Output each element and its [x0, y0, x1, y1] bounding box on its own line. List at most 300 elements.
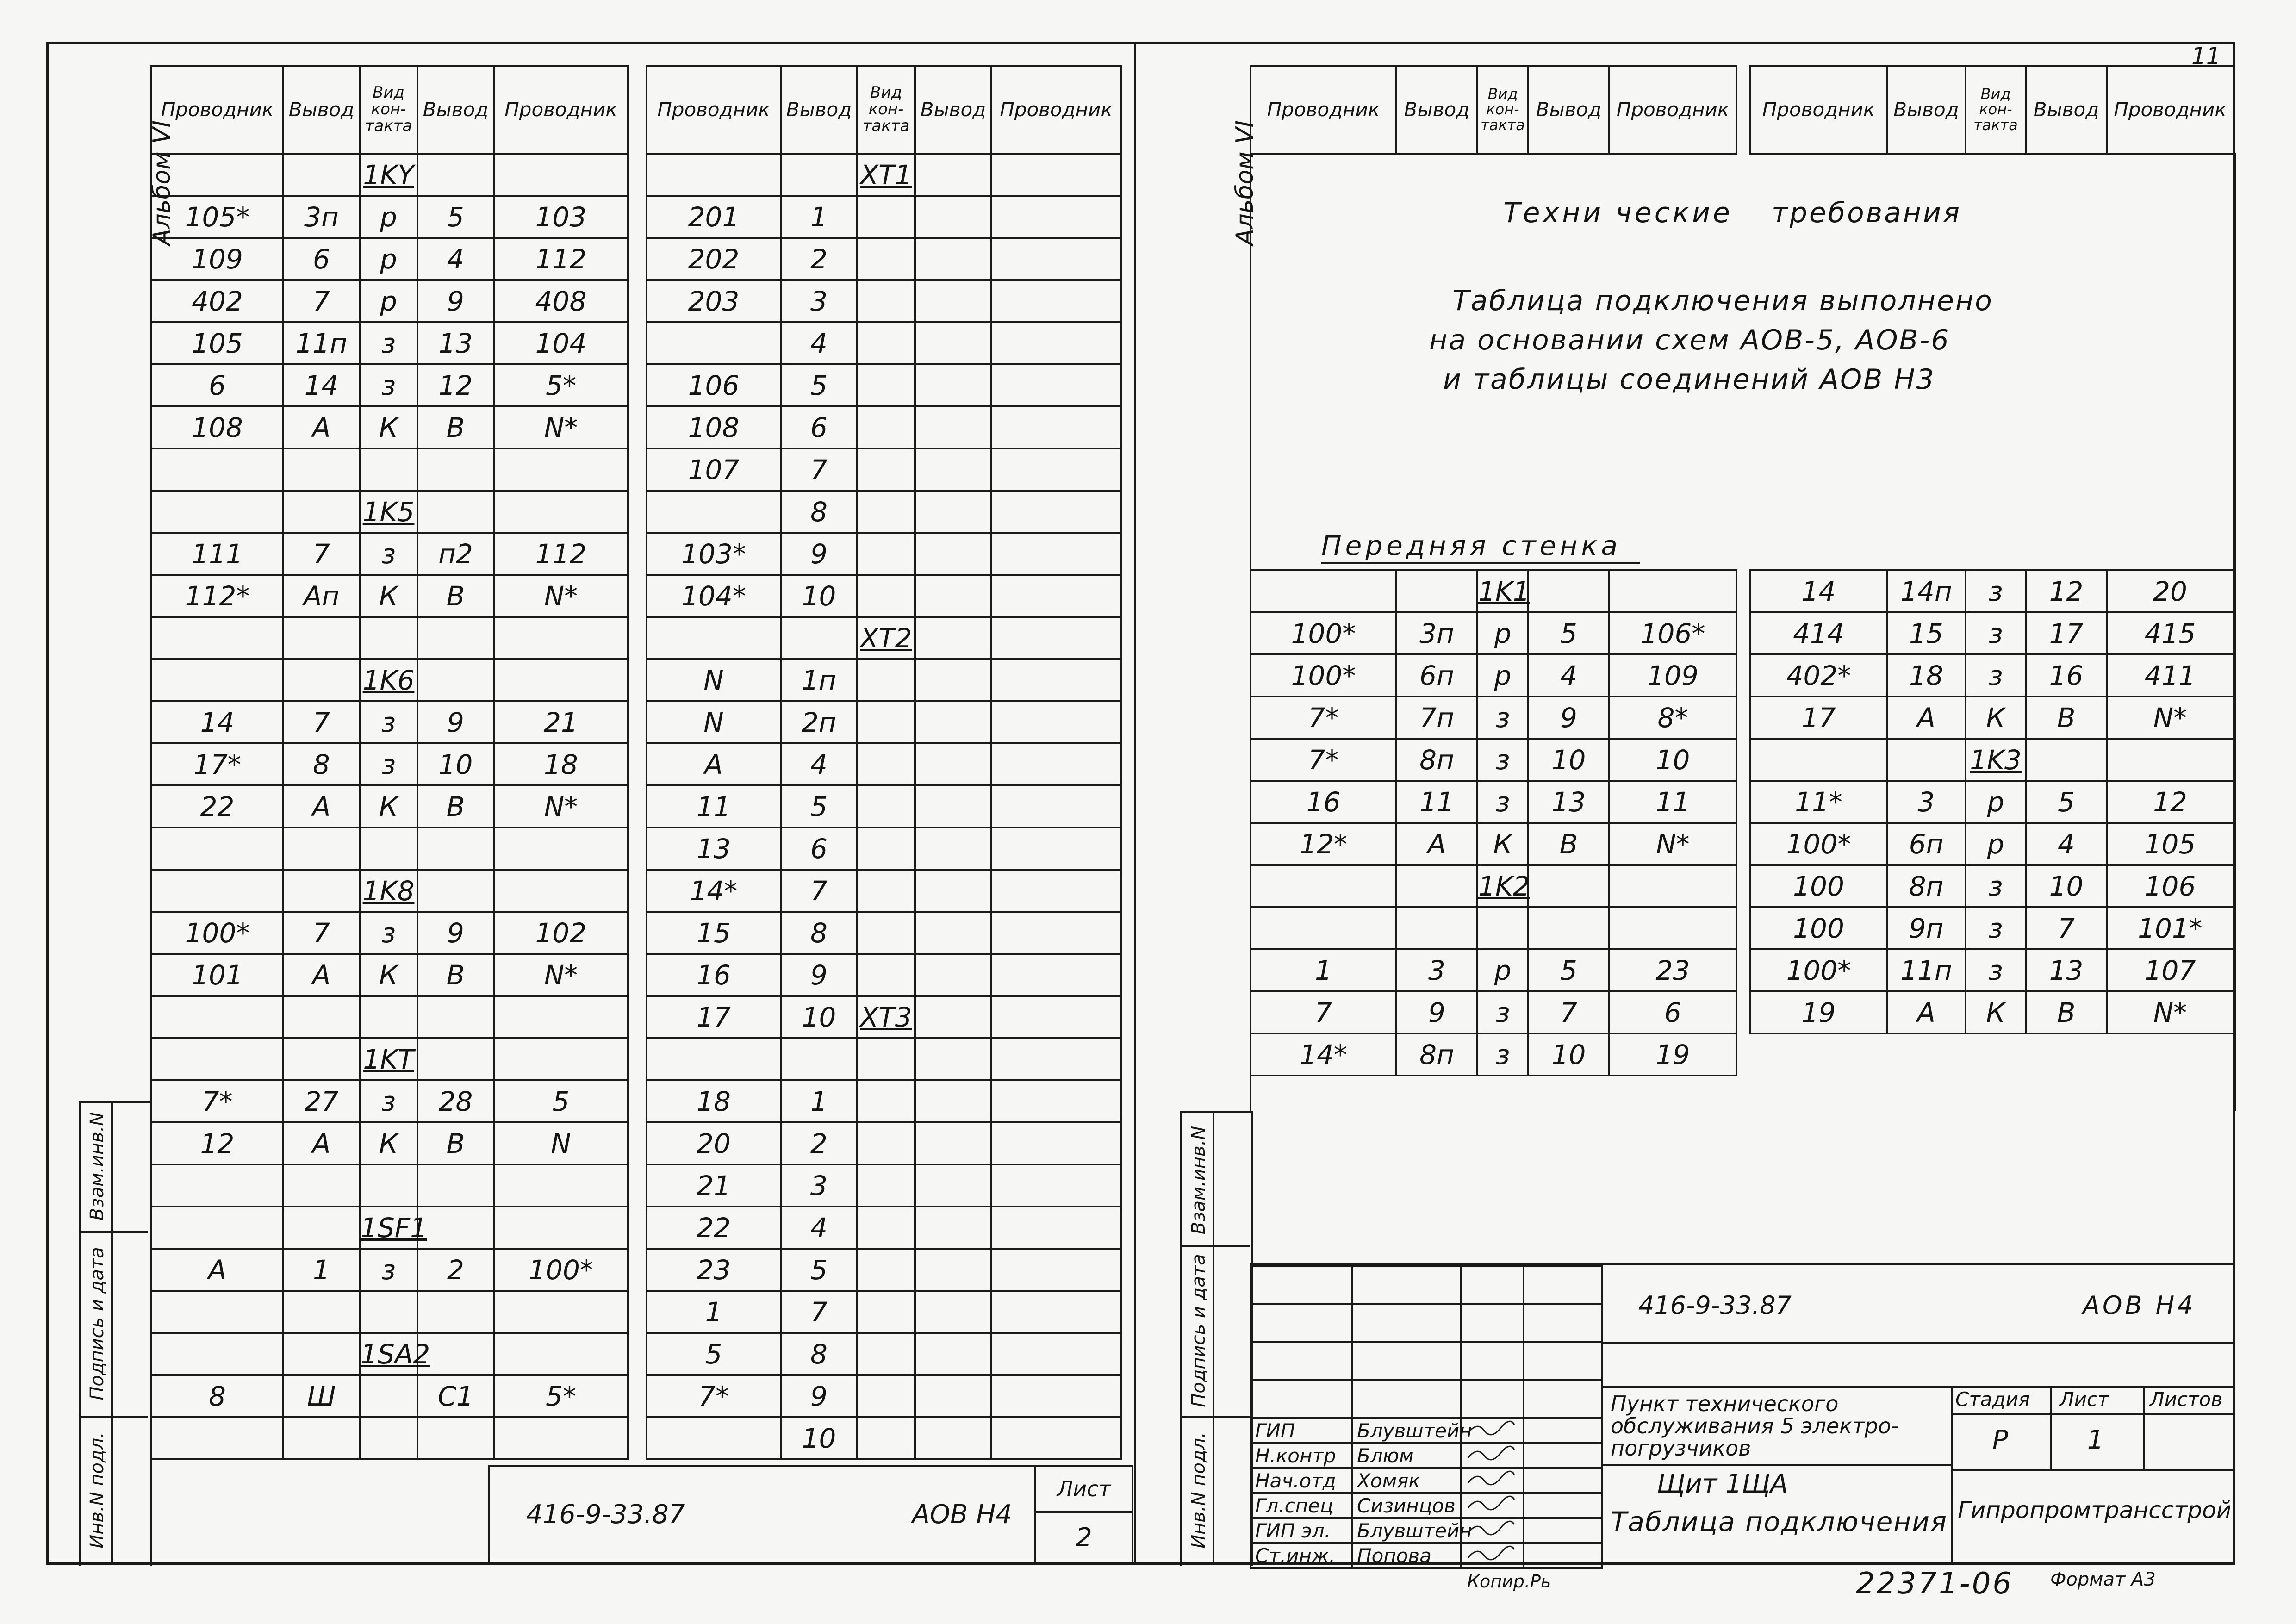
stamp-person-name: Блюм	[1352, 1443, 1461, 1468]
note-line-3: и таблицы соединений АОВ Н3	[1439, 366, 1939, 393]
table-cell: 415	[2107, 612, 2234, 654]
table-cell	[991, 1038, 1121, 1080]
table-cell	[991, 1291, 1121, 1333]
table-cell: 4	[2026, 823, 2107, 865]
table-cell: К	[360, 785, 417, 828]
table-cell: 7	[781, 1291, 857, 1333]
table-cell	[283, 1333, 360, 1375]
table-cell: N*	[1609, 823, 1736, 865]
table-cell: 18	[647, 1080, 781, 1122]
table-cell: 14	[283, 364, 360, 406]
table-cell: 106	[2107, 865, 2234, 907]
table-row	[647, 322, 1121, 364]
header-conductor: Проводник	[647, 66, 781, 154]
table-cell	[360, 1417, 417, 1459]
table-cell: 8п	[1887, 865, 1966, 907]
table-cell: 5	[781, 364, 857, 406]
stamp-row	[1251, 1304, 1602, 1342]
table-cell	[494, 617, 628, 659]
table-cell	[991, 912, 1121, 954]
table-cell: 1	[1251, 949, 1396, 991]
table-cell: 8*	[1609, 697, 1736, 739]
table-cell: 6п	[1887, 823, 1966, 865]
table-cell: 11	[1396, 781, 1477, 823]
table-cell: з	[360, 364, 417, 406]
table-row	[151, 617, 628, 659]
connection-table-sheet1-right	[1749, 569, 2234, 1034]
header-output: Вывод	[283, 66, 360, 154]
table-cell	[283, 828, 360, 870]
table-cell: 15	[1887, 612, 1966, 654]
table-cell: 16	[2026, 654, 2107, 697]
table-row	[1251, 612, 1736, 654]
table-cell: 14	[1750, 570, 1887, 612]
table-row	[647, 196, 1121, 238]
stamp-signature	[1461, 1493, 1524, 1518]
table-cell	[915, 870, 991, 912]
table-cell: 13	[1528, 781, 1609, 823]
stamp1-line-b	[1601, 1265, 1603, 1564]
table-row	[151, 1080, 628, 1122]
table-row	[647, 617, 1121, 659]
table-row	[647, 743, 1121, 785]
table-cell: 101	[151, 954, 283, 996]
table-cell	[915, 196, 991, 238]
stamp-role: ГИП	[1251, 1418, 1352, 1443]
table-row	[647, 1038, 1121, 1080]
table-cell	[991, 1080, 1121, 1122]
table-cell	[417, 828, 494, 870]
table-cell: В	[1528, 823, 1609, 865]
table-cell: А	[1887, 991, 1966, 1033]
table-cell	[915, 743, 991, 785]
table-cell	[991, 1164, 1121, 1207]
table-cell	[857, 1164, 915, 1207]
table-cell: р	[360, 196, 417, 238]
tech-req-title-2: требования	[1768, 199, 1965, 227]
table-cell: Ап	[283, 575, 360, 617]
table-row	[647, 280, 1121, 322]
table-cell	[494, 1164, 628, 1207]
table-cell: 14*	[647, 870, 781, 912]
table-cell: 7	[781, 448, 857, 491]
table-cell: N*	[494, 785, 628, 828]
table-cell	[1396, 907, 1477, 949]
table-cell	[991, 617, 1121, 659]
stamp1-organization: Гипропромтрансстрой	[1958, 1497, 2232, 1524]
table-cell	[857, 659, 915, 701]
table-cell: 19	[1609, 1033, 1736, 1076]
table-cell	[915, 448, 991, 491]
table-cell: А	[1396, 823, 1477, 865]
center-divider	[1134, 44, 1136, 1562]
table-cell	[647, 491, 781, 533]
table-cell	[991, 322, 1121, 364]
table-cell: 8	[781, 912, 857, 954]
table-cell	[915, 912, 991, 954]
table-cell	[151, 617, 283, 659]
table-cell	[494, 828, 628, 870]
table-cell: 21	[647, 1164, 781, 1207]
table-cell: з	[1966, 654, 2026, 697]
table-row	[151, 196, 628, 238]
table-row	[151, 575, 628, 617]
stamp-cell	[1524, 1266, 1602, 1304]
table-cell: з	[1966, 612, 2026, 654]
table-row	[647, 1291, 1121, 1333]
table-cell: 101*	[2107, 907, 2234, 949]
table-row	[647, 996, 1121, 1038]
table-row	[1750, 991, 2234, 1033]
table-cell	[1251, 907, 1396, 949]
table-cell: з	[360, 743, 417, 785]
table-cell	[915, 996, 991, 1038]
table-cell: 6	[283, 238, 360, 280]
table-cell	[991, 1249, 1121, 1291]
table-cell	[991, 1417, 1121, 1459]
table-row	[647, 1249, 1121, 1291]
stamp-signature	[1461, 1418, 1524, 1443]
table-cell	[915, 1249, 991, 1291]
stamp1-sheet-label: Лист	[2060, 1388, 2109, 1411]
table-cell: 5	[2026, 781, 2107, 823]
table-cell: 11п	[283, 322, 360, 364]
table-cell: 2п	[781, 701, 857, 743]
note-line-1: Таблица подключения выполнено	[1449, 287, 1997, 315]
table-cell	[991, 575, 1121, 617]
table-cell	[857, 1038, 915, 1080]
stamp-person-name: Сизинцов	[1352, 1493, 1461, 1518]
stamp-code-cell	[489, 1466, 1035, 1563]
table-cell: 6	[151, 364, 283, 406]
table-cell: 7*	[1251, 739, 1396, 781]
stamp-sheet-label: Лист	[1035, 1466, 1132, 1512]
table-cell	[857, 743, 915, 785]
header-contact-kind: Вид кон- такта	[1966, 66, 2026, 154]
stamp1-doc-title: Таблица подключения	[1611, 1506, 1948, 1537]
table-cell: 2	[781, 238, 857, 280]
table-cell	[857, 828, 915, 870]
side-label-vzam-right: Взам.инв.N	[1188, 1126, 1209, 1235]
table-row	[647, 659, 1121, 701]
table-cell: 10	[781, 996, 857, 1038]
table-cell: 11	[647, 785, 781, 828]
table-cell: К	[1966, 697, 2026, 739]
table-row	[151, 659, 628, 701]
table-cell: 5	[1528, 612, 1609, 654]
table-cell	[915, 322, 991, 364]
table-cell: р	[1966, 781, 2026, 823]
table-cell	[991, 1375, 1121, 1417]
table-cell	[1396, 865, 1477, 907]
table-cell	[283, 1038, 360, 1080]
table-cell	[417, 154, 494, 196]
table-cell: В	[417, 1122, 494, 1164]
table-row	[151, 1333, 628, 1375]
table-cell	[915, 1038, 991, 1080]
table-row	[151, 996, 628, 1038]
stamp-cell	[1251, 1380, 1352, 1418]
table-row	[647, 701, 1121, 743]
table-cell: 9	[781, 1375, 857, 1417]
table-cell: 408	[494, 280, 628, 322]
table-row	[647, 1333, 1121, 1375]
stamp-person-row	[1251, 1543, 1602, 1568]
table-cell	[915, 280, 991, 322]
stamp-person-row	[1251, 1493, 1602, 1518]
stamp-person-row	[1251, 1518, 1602, 1543]
table-cell	[915, 1164, 991, 1207]
stamp1-line-g	[1951, 1469, 2233, 1471]
table-cell: з	[1477, 991, 1528, 1033]
table-cell	[857, 870, 915, 912]
table-cell: 15	[647, 912, 781, 954]
table-cell: 16	[647, 954, 781, 996]
table-cell	[151, 659, 283, 701]
table-row	[647, 1417, 1121, 1459]
table-cell: N*	[2107, 991, 2234, 1033]
table-cell: 1	[781, 196, 857, 238]
table-cell	[283, 448, 360, 491]
table-cell	[857, 448, 915, 491]
table-cell: В	[417, 575, 494, 617]
outer-frame-top	[46, 42, 2235, 44]
table-cell: з	[360, 322, 417, 364]
table-cell	[857, 575, 915, 617]
table-row	[1251, 991, 1736, 1033]
table-row	[647, 533, 1121, 575]
table-cell	[151, 1038, 283, 1080]
stamp1-doc: АОВ Н4	[2083, 1291, 2196, 1320]
table-cell: з	[1477, 739, 1528, 781]
table-cell	[857, 1417, 915, 1459]
table-cell	[915, 238, 991, 280]
table-cell	[283, 1164, 360, 1207]
table-row	[647, 1207, 1121, 1249]
table-cell: 107	[2107, 949, 2234, 991]
table-cell: 5*	[494, 1375, 628, 1417]
table-cell	[991, 954, 1121, 996]
table-cell	[1477, 907, 1528, 949]
table-cell: 12	[2026, 570, 2107, 612]
table-cell: р	[1477, 612, 1528, 654]
title-block-sheet2	[488, 1465, 1133, 1564]
table-row	[151, 1249, 628, 1291]
table-cell: з	[1477, 781, 1528, 823]
table-cell	[494, 1038, 628, 1080]
stamp-cell	[1524, 1304, 1602, 1342]
stamp1-sheets-label: Листов	[2150, 1388, 2222, 1411]
table-cell: XT1	[857, 154, 915, 196]
note-line-2: на основании схем АОВ-5, АОВ-6	[1425, 326, 1954, 354]
stamp1-project: Пункт технического обслуживания 5 электро- погрузчиков	[1611, 1391, 1899, 1461]
table-cell: 100*	[1251, 654, 1396, 697]
table-cell	[915, 491, 991, 533]
table-cell	[857, 701, 915, 743]
table-cell: 17	[647, 996, 781, 1038]
side-strip-right-divider	[1213, 1111, 1214, 1564]
table-row	[647, 406, 1121, 448]
table-cell: 9	[417, 912, 494, 954]
table-cell: К	[1966, 991, 2026, 1033]
stamp-cell	[1251, 1266, 1352, 1304]
stamp-cell	[1352, 1266, 1461, 1304]
header-conductor: Проводник	[1251, 66, 1396, 154]
table-cell	[360, 828, 417, 870]
table-row	[647, 1164, 1121, 1207]
table-cell: 1K1	[1477, 570, 1528, 612]
table-cell: 7	[2026, 907, 2107, 949]
table-cell: 7	[283, 280, 360, 322]
table-cell: 1п	[781, 659, 857, 701]
table-cell: 7	[1528, 991, 1609, 1033]
table-row	[151, 1207, 628, 1249]
stamp-date	[1524, 1518, 1602, 1543]
table-cell	[494, 448, 628, 491]
table-cell: 8	[283, 743, 360, 785]
table-cell: А	[1887, 697, 1966, 739]
stamp-doc: АОВ Н4	[912, 1499, 1012, 1530]
stamp-cell	[1352, 1342, 1461, 1380]
table-row	[151, 870, 628, 912]
stamp1-line-c	[1601, 1386, 2233, 1388]
table-row	[151, 448, 628, 491]
table-cell: 7*	[151, 1080, 283, 1122]
table-cell	[915, 954, 991, 996]
table-cell: 6	[1609, 991, 1736, 1033]
table-cell	[647, 1417, 781, 1459]
table-cell: 16	[1251, 781, 1396, 823]
table-cell: 18	[494, 743, 628, 785]
table-cell: 103	[494, 196, 628, 238]
table-cell: 17*	[151, 743, 283, 785]
table-cell	[781, 617, 857, 659]
table-cell: 13	[647, 828, 781, 870]
table-cell	[991, 406, 1121, 448]
table-cell: 18	[1887, 654, 1966, 697]
table-cell: 3	[781, 1164, 857, 1207]
table-cell: 112	[494, 533, 628, 575]
table-row	[647, 954, 1121, 996]
stamp-role: Нач.отд	[1251, 1468, 1352, 1493]
table-row	[151, 322, 628, 364]
signature-icon	[1466, 1444, 1517, 1462]
table-cell: з	[360, 533, 417, 575]
table-cell: 7	[283, 912, 360, 954]
table-cell: 100*	[1750, 949, 1887, 991]
table-cell	[991, 870, 1121, 912]
stamp1-code: 416-9-33.87	[1638, 1291, 1792, 1320]
table-cell	[857, 1249, 915, 1291]
table-cell: з	[1477, 1033, 1528, 1076]
stamp1-stage: Р	[1992, 1425, 2008, 1455]
table-cell	[1609, 865, 1736, 907]
table-cell: 105	[2107, 823, 2234, 865]
table-cell: 104	[494, 322, 628, 364]
table-row	[647, 1122, 1121, 1164]
table-cell	[857, 912, 915, 954]
table-row	[151, 785, 628, 828]
table-cell: А	[151, 1249, 283, 1291]
table-cell: В	[2026, 697, 2107, 739]
table-row	[1251, 654, 1736, 697]
table-row	[1750, 781, 2234, 823]
signature-icon	[1466, 1419, 1517, 1437]
table-row	[1251, 781, 1736, 823]
table-cell	[647, 617, 781, 659]
table-row	[1750, 823, 2234, 865]
table-cell	[991, 996, 1121, 1038]
table-row	[1750, 570, 2234, 612]
table-row	[151, 828, 628, 870]
table-cell: 7	[283, 533, 360, 575]
stamp-role: ГИП эл.	[1251, 1518, 1352, 1543]
stamp1-line-f	[1951, 1413, 2233, 1415]
table-cell	[647, 322, 781, 364]
table-cell: 28	[417, 1080, 494, 1122]
table-cell	[1528, 907, 1609, 949]
stamp-date	[1524, 1468, 1602, 1493]
stamp-date	[1524, 1418, 1602, 1443]
header-output: Вывод	[417, 66, 494, 154]
table-row	[151, 1164, 628, 1207]
table-cell	[494, 996, 628, 1038]
stamp-signatures	[1250, 1265, 1603, 1569]
table-cell: 402*	[1750, 654, 1887, 697]
table-cell: 8	[151, 1375, 283, 1417]
table-cell	[151, 1333, 283, 1375]
stamp-person-row	[1251, 1418, 1602, 1443]
table-cell: 14п	[1887, 570, 1966, 612]
table-cell: 12*	[1251, 823, 1396, 865]
table-cell	[151, 448, 283, 491]
table-row	[151, 280, 628, 322]
table-row	[1750, 697, 2234, 739]
table-cell	[151, 996, 283, 1038]
table-cell: 9	[417, 280, 494, 322]
table-cell	[647, 1038, 781, 1080]
table-row	[151, 1375, 628, 1417]
table-row	[151, 406, 628, 448]
table-cell: N	[647, 701, 781, 743]
table-cell: 5	[417, 196, 494, 238]
table-cell: К	[360, 954, 417, 996]
table-cell	[417, 1038, 494, 1080]
table-cell: 5	[1528, 949, 1609, 991]
table-cell: р	[1477, 949, 1528, 991]
stamp-cell	[1461, 1304, 1524, 1342]
table-row	[151, 1038, 628, 1080]
stamp-role: Гл.спец	[1251, 1493, 1352, 1518]
table-cell: 27	[283, 1080, 360, 1122]
table-cell: 14	[151, 701, 283, 743]
table-cell	[417, 996, 494, 1038]
header-conductor: Проводник	[1609, 66, 1736, 154]
table-cell	[360, 1291, 417, 1333]
table-cell: 201	[647, 196, 781, 238]
stamp1-stage-label: Стадия	[1955, 1388, 2030, 1411]
stamp-signature	[1461, 1543, 1524, 1568]
table-cell	[915, 1417, 991, 1459]
table-cell: 10	[781, 575, 857, 617]
table-cell	[857, 196, 915, 238]
table-cell: В	[417, 785, 494, 828]
table-cell	[857, 1333, 915, 1375]
table-cell	[360, 996, 417, 1038]
table-cell: 10	[2026, 865, 2107, 907]
table-cell	[991, 196, 1121, 238]
stamp1-line-d	[1601, 1464, 1953, 1466]
